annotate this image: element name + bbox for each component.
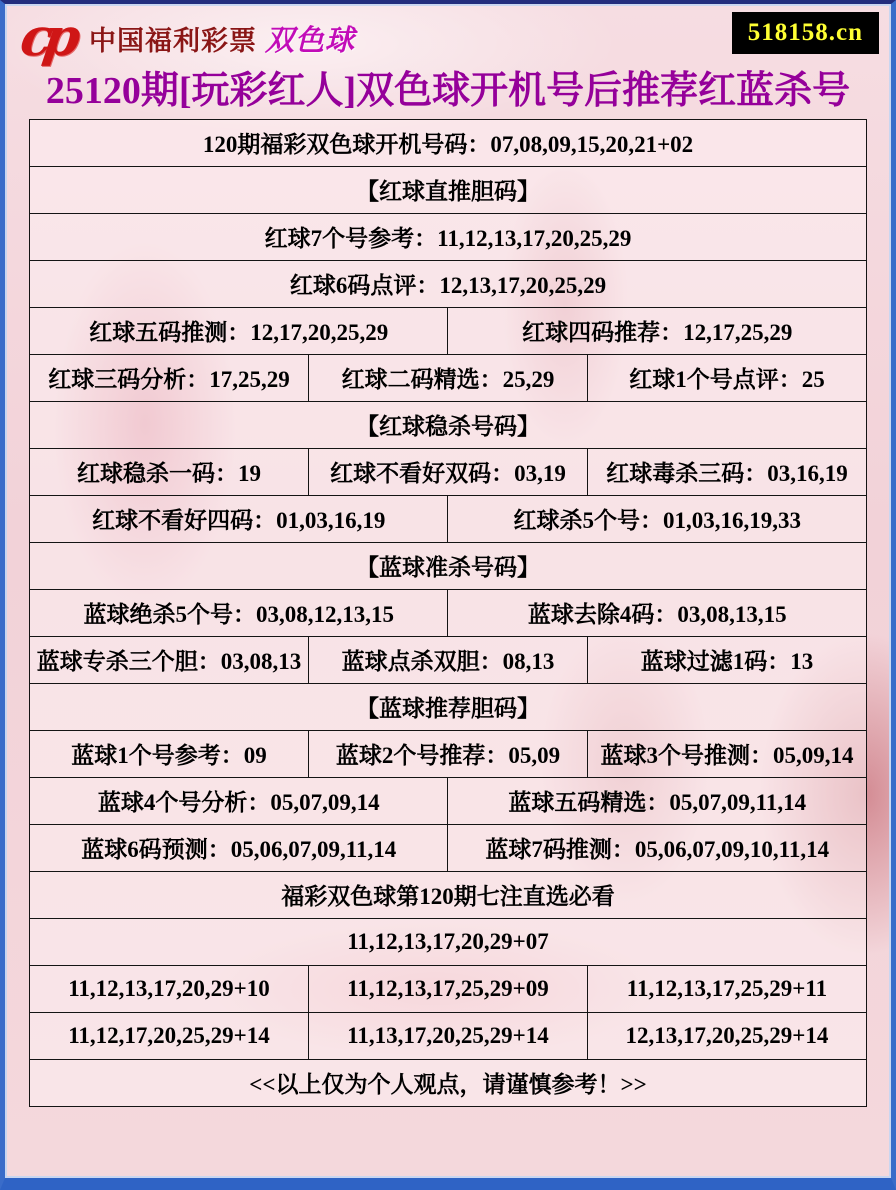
table-cell: 11,12,13,17,25,29+11 (587, 965, 866, 1012)
table-row (30, 1059, 867, 1106)
table-row (30, 495, 867, 542)
table-cell: 红球三码分析：17,25,29 (30, 354, 309, 401)
table-row (30, 636, 867, 683)
table-row (30, 307, 867, 354)
table-row (30, 260, 867, 307)
table-cell: 蓝球3个号推测：05,09,14 (587, 730, 866, 777)
table-row (30, 166, 867, 213)
table-cell: 11,12,17,20,25,29+14 (30, 1012, 309, 1059)
table-row (30, 824, 867, 871)
table-cell: 红球6码点评：12,13,17,20,25,29 (30, 260, 867, 307)
table-row (30, 1012, 867, 1059)
section-header-cell: 【蓝球准杀号码】 (30, 542, 867, 589)
table-cell: 11,13,17,20,25,29+14 (308, 1012, 587, 1059)
table-cell: 红球四码推荐：12,17,25,29 (448, 307, 867, 354)
header (5, 4, 891, 68)
table-cell: <<以上仅为个人观点，请谨慎参考！>> (30, 1059, 867, 1106)
table-row (30, 213, 867, 260)
table-row (30, 965, 867, 1012)
table-cell: 12,13,17,20,25,29+14 (587, 1012, 866, 1059)
section-header-cell: 【红球稳杀号码】 (30, 401, 867, 448)
table-cell: 红球7个号参考：11,12,13,17,20,25,29 (30, 213, 867, 260)
table-cell: 蓝球2个号推荐：05,09 (308, 730, 587, 777)
table-cell: 蓝球专杀三个胆：03,08,13 (30, 636, 309, 683)
table-row (30, 119, 867, 166)
table-row (30, 354, 867, 401)
table-cell: 红球1个号点评：25 (587, 354, 866, 401)
table-cell: 蓝球7码推测：05,06,07,09,10,11,14 (448, 824, 867, 871)
site-badge: 518158.cn (732, 12, 879, 54)
table-cell: 蓝球点杀双胆：08,13 (308, 636, 587, 683)
table-cell: 红球二码精选：25,29 (308, 354, 587, 401)
table-cell: 红球不看好四码：01,03,16,19 (30, 495, 448, 542)
table-cell: 福彩双色球第120期七注直选必看 (30, 871, 867, 918)
table-cell: 蓝球绝杀5个号：03,08,12,13,15 (30, 589, 448, 636)
table-cell: 11,12,13,17,20,29+07 (30, 918, 867, 965)
table-cell: 蓝球1个号参考：09 (30, 730, 309, 777)
table-cell: 120期福彩双色球开机号码：07,08,09,15,20,21+02 (30, 119, 867, 166)
table-cell: 蓝球五码精选：05,07,09,11,14 (448, 777, 867, 824)
table-row (30, 777, 867, 824)
table-cell: 红球杀5个号：01,03,16,19,33 (448, 495, 867, 542)
table-cell: 红球不看好双码：03,19 (308, 448, 587, 495)
table-row (30, 871, 867, 918)
table-cell: 蓝球6码预测：05,06,07,09,11,14 (30, 824, 448, 871)
logo-org-name: 中国福利彩票 (89, 25, 258, 56)
section-header-cell: 【蓝球推荐胆码】 (30, 683, 867, 730)
china-welfare-lottery-icon: cp (16, 7, 76, 68)
table-row (30, 730, 867, 777)
table-cell: 红球毒杀三码：03,16,19 (587, 448, 866, 495)
table-row (30, 589, 867, 636)
table-row (30, 918, 867, 965)
page-title: 25120期[玩彩红人]双色球开机号后推荐红蓝杀号 (45, 70, 851, 112)
table-row (30, 542, 867, 589)
table-row (30, 683, 867, 730)
table-cell: 蓝球4个号分析：05,07,09,14 (30, 777, 448, 824)
table-cell: 红球稳杀一码：19 (30, 448, 309, 495)
logo-brand-name: 双色球 (265, 24, 356, 57)
prediction-table-body (30, 119, 867, 1106)
table-cell: 蓝球过滤1码：13 (587, 636, 866, 683)
prediction-table (29, 119, 867, 1107)
table-cell: 11,12,13,17,25,29+09 (308, 965, 587, 1012)
section-header-cell: 【红球直推胆码】 (30, 166, 867, 213)
table-cell: 11,12,13,17,20,29+10 (30, 965, 309, 1012)
table-cell: 蓝球去除4码：03,08,13,15 (448, 589, 867, 636)
table-cell: 红球五码推测：12,17,20,25,29 (30, 307, 448, 354)
table-row (30, 448, 867, 495)
table-row (30, 401, 867, 448)
